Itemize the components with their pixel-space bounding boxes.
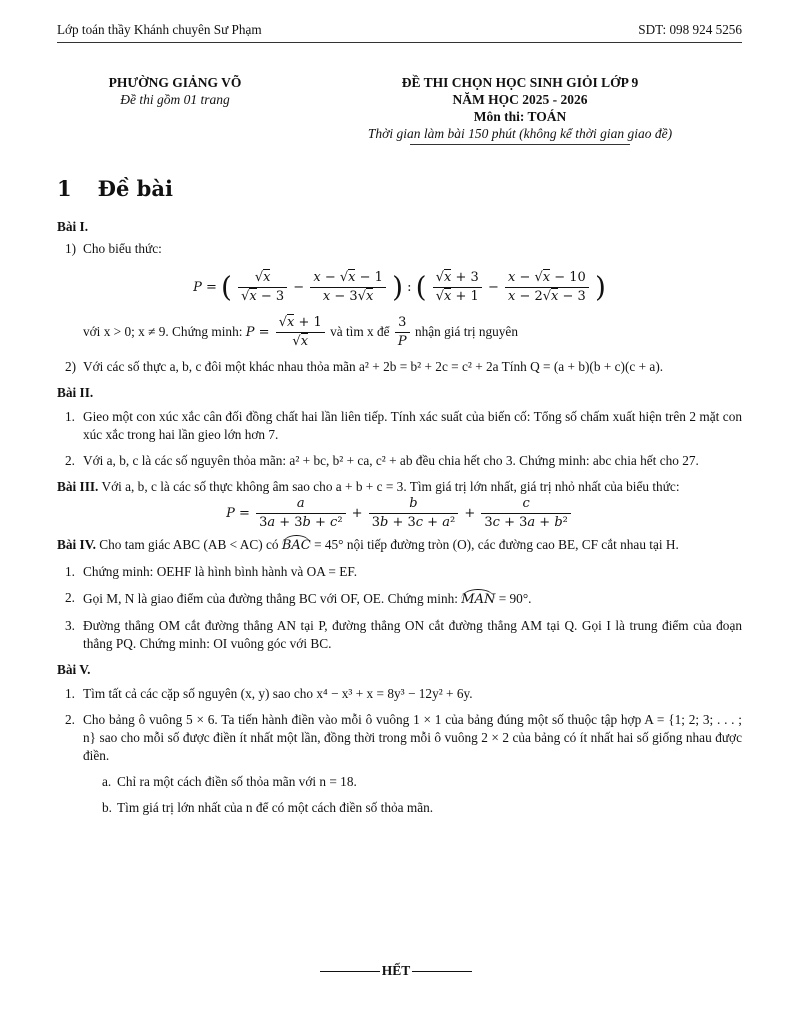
bai-5-q1: 1. Tìm tất cả các cặp số nguyên (x, y) sao cho x⁴ − x³ + x = 8y³ − 12y² + 6y. [65, 686, 473, 701]
header-right: SDT: 098 924 5256 [638, 22, 742, 37]
bai-5-q2: 2. Cho bảng ô vuông 5 × 6. Ta tiến hành điền vào mỗi ô vuông 1 × 1 của bảng đúng một số thuộc tập hợp A = {1; 2; 3; . . . ; n} sao cho mỗi số được điền ít nhất một lần, đồng thời trong mỗi ô vuông 2 × 2 của bảng có ít nhất hai số giống nhau được điền. [65, 712, 742, 763]
bai-1-q2: 2) Với các số thực a, b, c đôi một khác nhau thỏa mãn a² + 2b = b² + 2c = c² + 2a Tính Q = (a + b)(b + c)(c + a). [65, 359, 664, 374]
bai-3-label: Bài III. [57, 479, 99, 494]
bai-4-q2: 2. Gọi M, N là giao điểm của đường thẳng BC với OF, OE. Chứng minh: MAN = 90°. [65, 590, 532, 607]
bai-1-q1-condition: với x > 0; x ≠ 9. Chứng minh: P = $\frac{√x + 1}{√x}$ và tìm x để $\frac{3}{P}$ nhận giá trị nguyên [83, 315, 518, 349]
title-rule [410, 144, 630, 145]
section-title: Đề bài [97, 176, 173, 201]
school-name: PHƯỜNG GIẢNG VÕ [108, 75, 242, 90]
section-heading [57, 176, 173, 201]
bai-5-label: Bài V. [57, 662, 91, 677]
bai-5-q2b: b. Tìm giá trị lớn nhất của n để có một cách điền số thỏa mãn. [102, 800, 434, 815]
bai-5-q2a: a. Chỉ ra một cách điền số thỏa mãn với n = 18. [102, 774, 357, 789]
section-number: 1 [57, 176, 72, 201]
formula-p-bai3: P = $\frac{a}{\text{3a + 3b + c²}}$ + $\frac{b}{\text{3b + 3c + a²}}$ + $\frac{c}{\text{3c + 3a + b²}}$ [57, 496, 742, 531]
bai-2-label: Bài II. [57, 385, 94, 400]
exam-title: ĐỀ THI CHỌN HỌC SINH GIỎI LỚP 9 [401, 75, 639, 90]
bai-1-q1: 1) Cho biểu thức: [65, 241, 162, 256]
header-rule [57, 42, 742, 43]
school-block [60, 74, 290, 108]
running-header [57, 22, 742, 38]
bai-4-intro: Bài IV. Cho tam giác ABC (AB < AC) có BAC = 45° nội tiếp đường tròn (O), các đường cao BE, CF cắt nhau tại H. [57, 537, 679, 553]
bai-4-q3: 3. Đường thẳng OM cắt đường thẳng AN tại P, đường thẳng ON cắt đường thẳng AM tại Q. Gọi I là trung điểm của đoạn thẳng PQ. Chứng minh: OI vuông góc với BC. [65, 618, 742, 651]
bai-1-label: Bài I. [57, 219, 89, 234]
bai-4-q1: 1. Chứng minh: OEHF là hình bình hành và OA = EF. [65, 564, 358, 579]
bai-2-q2: 2. Với a, b, c là các số nguyên thỏa mãn: a² + bc, b² + ca, c² + ab đều chia hết cho 3. Chứng minh: abc chia hết cho 27. [65, 453, 699, 468]
exam-year: NĂM HỌC 2025 - 2026 [452, 92, 588, 107]
bai-2-q1: 1. Gieo một con xúc xắc cân đối đồng chất hai lần liên tiếp. Tính xác suất của biến cố: Tổng số chấm xuất hiện trên 2 mặt con xúc xắc trong hai lần gieo lớn hơn 7. [65, 409, 742, 442]
exam-content [57, 212, 742, 817]
exam-title-block [330, 74, 710, 145]
formula-p: P = ( $\frac{√x}{√x - 3}$ − $\frac{x - √x - 1}{x - 3√x}$ ) : ( $\frac{√x + 3}{√x + 1}$ − $\frac{x - √x - 10}{x - 2√x - 3}$ ) [193, 270, 606, 304]
bai-3: Bài III. Với a, b, c là các số thực không âm sao cho a + b + c = 3. Tìm giá trị lớn nhất, giá trị nhỏ nhất của biểu thức: [57, 479, 680, 494]
exam-subject: Môn thi: TOÁN [473, 109, 567, 124]
bai-1-q2-text: Với các số thực a, b, c đôi một khác nhau thỏa mãn a² + 2b = b² + 2c = c² + 2a Tính Q = (a + b)(b + c)(c + a). [83, 359, 664, 374]
bai-4-label: Bài IV. [57, 537, 96, 552]
bai-1-q1-text: Cho biểu thức: [83, 241, 162, 256]
header-left: Lớp toán thầy Khánh chuyên Sư Phạm [57, 22, 262, 37]
page-note: Đề thi gồm 01 trang [120, 92, 230, 107]
exam-time: Thời gian làm bài 150 phút (không kể thời gian giao đề) [367, 126, 673, 141]
end-marker: HẾT [0, 963, 792, 979]
